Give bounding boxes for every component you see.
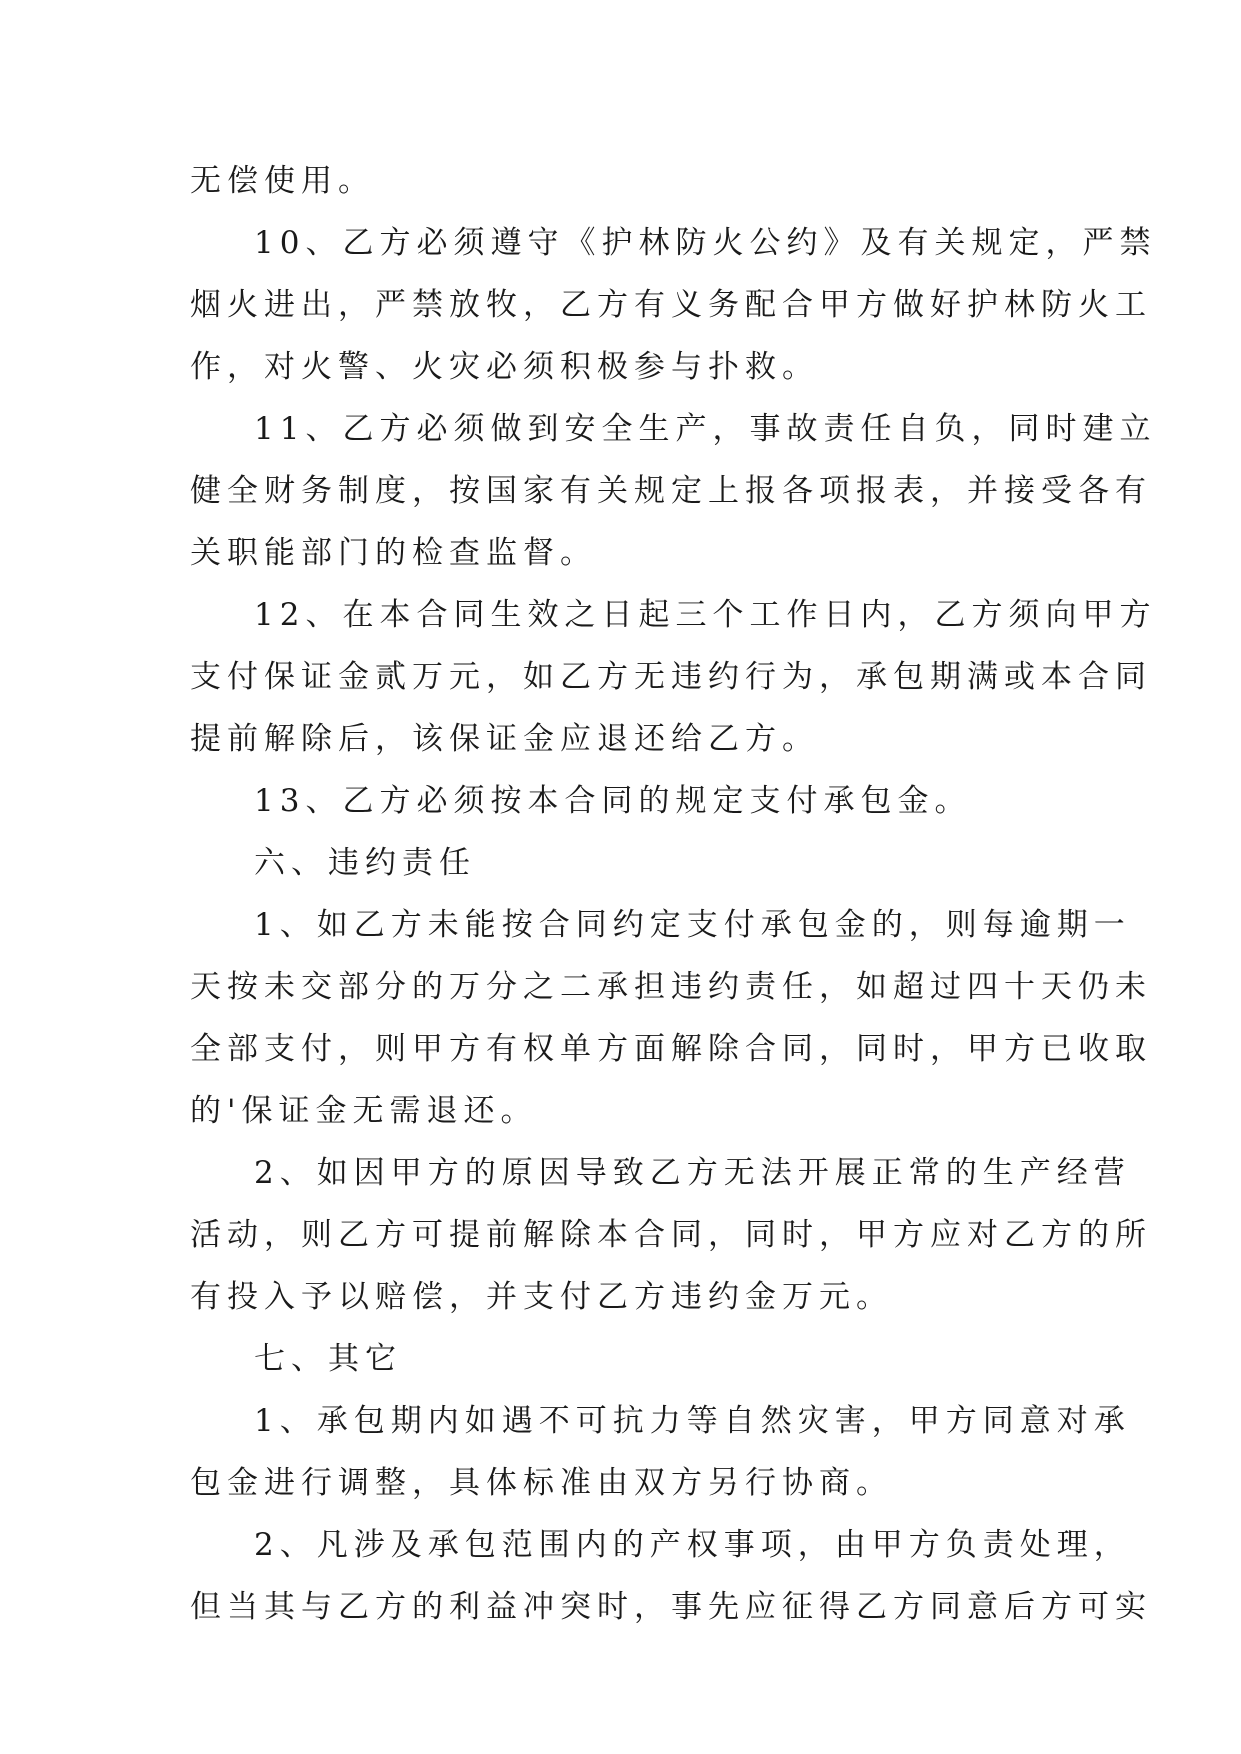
text-line: 包金进行调整，具体标准由双方另行协商。 <box>190 1465 893 1501</box>
text-line: 有投入予以赔偿，并支付乙方违约金万元。 <box>190 1279 893 1315</box>
text-line: 2、如因甲方的原因导致乙方无法开展正常的生产经营 <box>254 1155 1131 1191</box>
text-line: 无偿使用。 <box>190 163 375 199</box>
text-line: 支付保证金贰万元，如乙方无违约行为，承包期满或本合同 <box>190 659 1152 695</box>
section-heading: 六、违约责任 <box>254 845 476 881</box>
text-line: 作，对火警、火灾必须积极参与扑救。 <box>190 349 819 385</box>
text-line: 天按未交部分的万分之二承担违约责任，如超过四十天仍未 <box>190 969 1152 1005</box>
section-heading: 七、其它 <box>254 1341 402 1377</box>
text-line: 关职能部门的检查监督。 <box>190 535 597 571</box>
text-line: 但当其与乙方的利益冲突时，事先应征得乙方同意后方可实 <box>190 1589 1152 1625</box>
text-line: 11、乙方必须做到安全生产，事故责任自负，同时建立 <box>254 411 1157 447</box>
text-line: 1、如乙方未能按合同约定支付承包金的，则每逾期一 <box>254 907 1131 943</box>
text-line: 烟火进出，严禁放牧，乙方有义务配合甲方做好护林防火工 <box>190 287 1152 323</box>
text-line: 10、乙方必须遵守《护林防火公约》及有关规定，严禁 <box>254 225 1157 261</box>
text-line: 提前解除后，该保证金应退还给乙方。 <box>190 721 819 757</box>
text-line: 健全财务制度，按国家有关规定上报各项报表，并接受各有 <box>190 473 1152 509</box>
text-line: 活动，则乙方可提前解除本合同，同时，甲方应对乙方的所 <box>190 1217 1152 1253</box>
text-line: 2、凡涉及承包范围内的产权事项，由甲方负责处理， <box>254 1527 1131 1563</box>
text-line: 12、在本合同生效之日起三个工作日内，乙方须向甲方 <box>254 597 1157 633</box>
text-line: 的'保证金无需退还。 <box>190 1093 538 1129</box>
text-line: 1、承包期内如遇不可抗力等自然灾害，甲方同意对承 <box>254 1403 1131 1439</box>
text-line: 全部支付，则甲方有权单方面解除合同，同时，甲方已收取 <box>190 1031 1152 1067</box>
contract-body-text <box>190 150 1157 1638</box>
text-line: 13、乙方必须按本合同的规定支付承包金。 <box>254 783 972 819</box>
